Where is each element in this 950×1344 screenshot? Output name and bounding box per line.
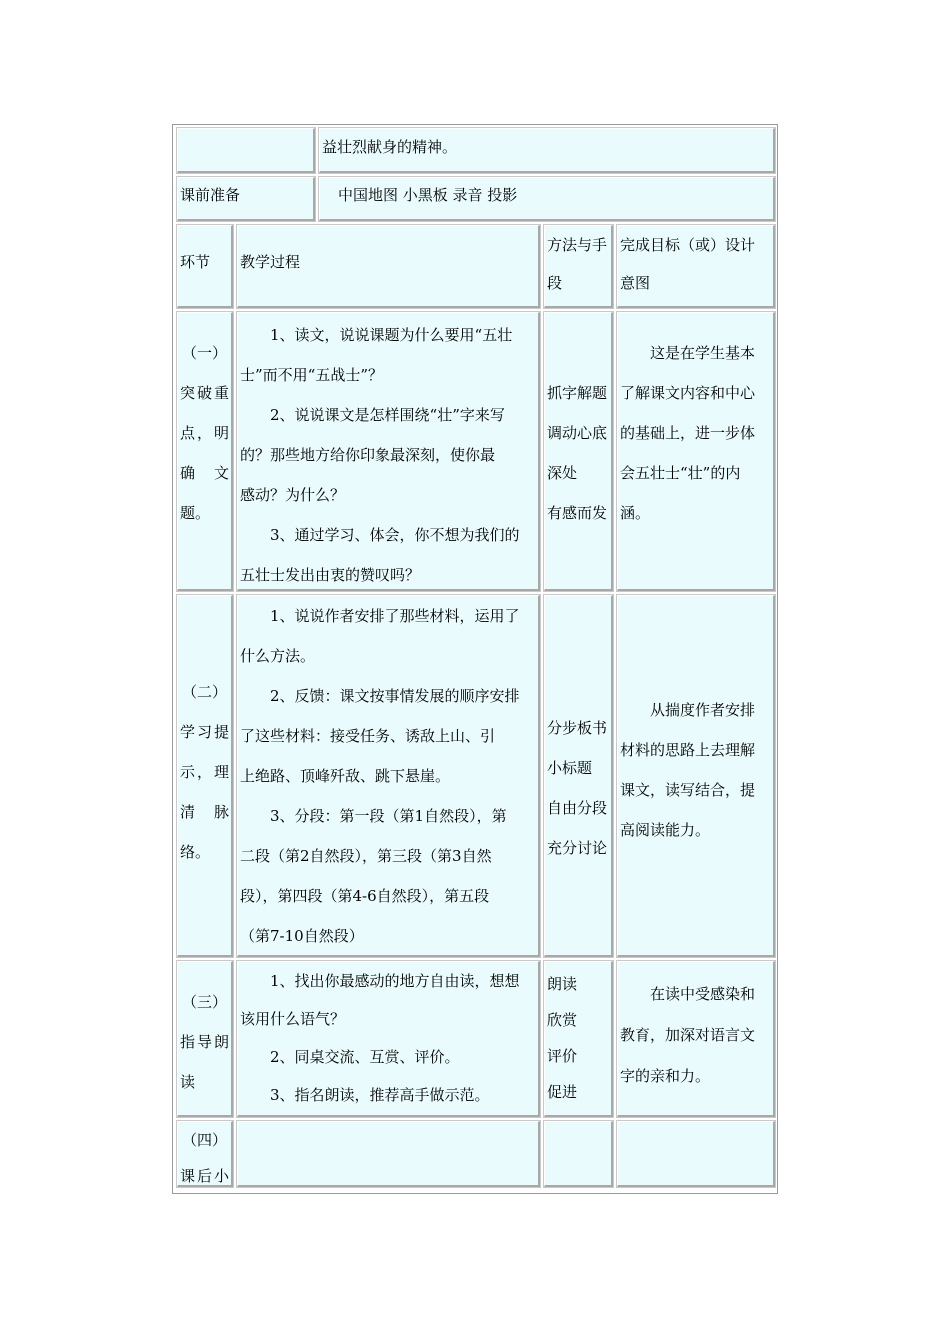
- row3-goal-cell: [617, 961, 775, 1117]
- row1-process-line: 的？那些地方给你印象最深刻，使你最: [240, 446, 496, 464]
- row1-method-line: 抓字解题: [547, 384, 608, 402]
- row1-goal-line: 会五壮士“壮”的内: [620, 464, 741, 482]
- row4-stage-line: 课后小: [180, 1167, 229, 1185]
- row2-goal-line: 从揣度作者安排: [650, 701, 756, 719]
- row2-method-cell: [544, 595, 613, 957]
- row2-stage-cell: [177, 595, 233, 957]
- header-process: 教学过程: [240, 253, 301, 271]
- row1-process-line: 3、通过学习、体会，你不想为我们的: [270, 526, 520, 544]
- row2-stage-line: 示，理: [180, 763, 229, 781]
- row3-method-line: 促进: [547, 1083, 578, 1101]
- row4-stage-line: （四）: [181, 1131, 227, 1149]
- row1-process-line: 2、说说课文是怎样围绕“壮”字来写: [270, 406, 505, 424]
- row2-goal-line: 高阅读能力。: [620, 821, 711, 839]
- header-method-cell: [544, 225, 613, 308]
- row3-stage-line: 读: [180, 1073, 196, 1091]
- row1-process-cell: [237, 312, 540, 591]
- row3-method-line: 欣赏: [547, 1011, 578, 1029]
- header-goal-line2: 意图: [620, 274, 651, 292]
- row2-process-line: 1、说说作者安排了那些材料，运用了: [270, 607, 520, 625]
- header-stage: 环节: [180, 253, 211, 271]
- row2-process-line: 什么方法。: [240, 647, 316, 665]
- row4-process-cell: [237, 1121, 540, 1187]
- row1-process-line: 感动？为什么？: [240, 486, 346, 504]
- row3-process-line: 3、指名朗读，推荐高手做示范。: [270, 1086, 490, 1104]
- row2-method-line: 小标题: [547, 759, 593, 777]
- row2-process-line: 段），第四段（第4-6自然段），第五段: [240, 887, 490, 905]
- row1-goal-line: 这是在学生基本: [650, 344, 756, 362]
- row2-process-cell: [237, 595, 540, 957]
- header-stage-cell: [177, 225, 233, 308]
- row4-stage-cell: [177, 1121, 233, 1187]
- row1-stage-line: 确 文: [180, 464, 229, 482]
- row1-goal-cell: [617, 312, 775, 591]
- header-goal-line1: 完成目标（或）设计: [620, 236, 756, 254]
- row2-process-line: 2、反馈：课文按事情发展的顺序安排: [270, 687, 520, 705]
- row4-goal-cell: [617, 1121, 775, 1187]
- row2-method-line: 自由分段: [547, 799, 608, 817]
- row2-stage-line: 络。: [180, 843, 211, 861]
- row0-content-cell: [319, 128, 775, 173]
- row1-method-line: 深处: [547, 464, 578, 482]
- row1-stage-line: 题。: [180, 504, 211, 522]
- row1-method-line: 有感而发: [547, 504, 608, 522]
- row3-goal-line: 字的亲和力。: [620, 1067, 711, 1085]
- row1-stage-line: 点，明: [180, 424, 229, 442]
- lesson-plan-table: [172, 124, 778, 1194]
- row3-process-line: 1、找出你最感动的地方自由读，想想: [270, 972, 520, 990]
- row1-stage-line: （一）: [181, 344, 227, 362]
- header-goal-cell: [617, 225, 775, 308]
- row3-method-line: 朗读: [547, 975, 578, 993]
- row2-stage-line: 清 脉: [180, 803, 229, 821]
- row2-goal-line: 课文，读写结合，提: [620, 781, 756, 799]
- row2-method-line: 充分讨论: [547, 839, 608, 857]
- row2-process-line: 二段（第2自然段），第三段（第3自然: [240, 847, 492, 865]
- row1-goal-line: 了解课文内容和中心: [620, 384, 756, 402]
- row2-stage-line: 学习提: [180, 723, 229, 741]
- header-method-line1: 方法与手: [547, 236, 608, 254]
- row2-process-line: 了这些材料：接受任务、诱敌上山、引: [240, 727, 496, 745]
- row2-process-line: 上绝路、顶峰歼敌、跳下悬崖。: [240, 767, 451, 785]
- row1-method-cell: [544, 312, 613, 591]
- row1-method-line: 调动心底: [547, 424, 608, 442]
- row1-process-line: 五壮士发出由衷的赞叹吗？: [240, 566, 421, 584]
- row1-goal-line: 的基础上，进一步体: [620, 424, 756, 442]
- header-method-line2: 段: [547, 274, 563, 292]
- row3-stage-cell: [177, 961, 233, 1117]
- row0-content: 益壮烈献身的精神。: [322, 138, 458, 156]
- prep-label: 课前准备: [180, 186, 241, 204]
- row3-stage-line: 指导朗: [180, 1033, 229, 1051]
- row1-process-line: 士”而不用“五战士”？: [240, 366, 384, 384]
- prep-content-cell: [319, 177, 775, 221]
- row3-process-line: 该用什么语气？: [240, 1010, 346, 1028]
- row3-stage-line: （三）: [181, 993, 227, 1011]
- row2-goal-line: 材料的思路上去理解: [620, 741, 756, 759]
- row0-empty-cell: [177, 128, 315, 173]
- row2-process-line: （第7-10自然段）: [240, 927, 364, 945]
- row2-method-line: 分步板书: [547, 719, 608, 737]
- row4-method-cell: [544, 1121, 613, 1187]
- row3-process-line: 2、同桌交流、互赏、评价。: [270, 1048, 460, 1066]
- row1-stage-line: 突破重: [180, 384, 229, 402]
- row2-stage-line: （二）: [181, 683, 227, 701]
- row2-goal-cell: [617, 595, 775, 957]
- prep-label-cell: [177, 177, 315, 221]
- row3-method-cell: [544, 961, 613, 1117]
- prep-content: 中国地图 小黑板 录音 投影: [338, 186, 518, 204]
- row3-method-line: 评价: [547, 1047, 578, 1065]
- row3-process-cell: [237, 961, 540, 1117]
- row3-goal-line: 在读中受感染和: [650, 985, 756, 1003]
- row3-goal-line: 教育，加深对语言文: [620, 1026, 756, 1044]
- header-process-cell: [237, 225, 540, 308]
- row1-goal-line: 涵。: [620, 504, 651, 522]
- row2-process-line: 3、分段：第一段（第1自然段），第: [270, 807, 507, 825]
- row1-process-line: 1、读文，说说课题为什么要用“五壮: [270, 326, 513, 344]
- row1-stage-cell: [177, 312, 233, 591]
